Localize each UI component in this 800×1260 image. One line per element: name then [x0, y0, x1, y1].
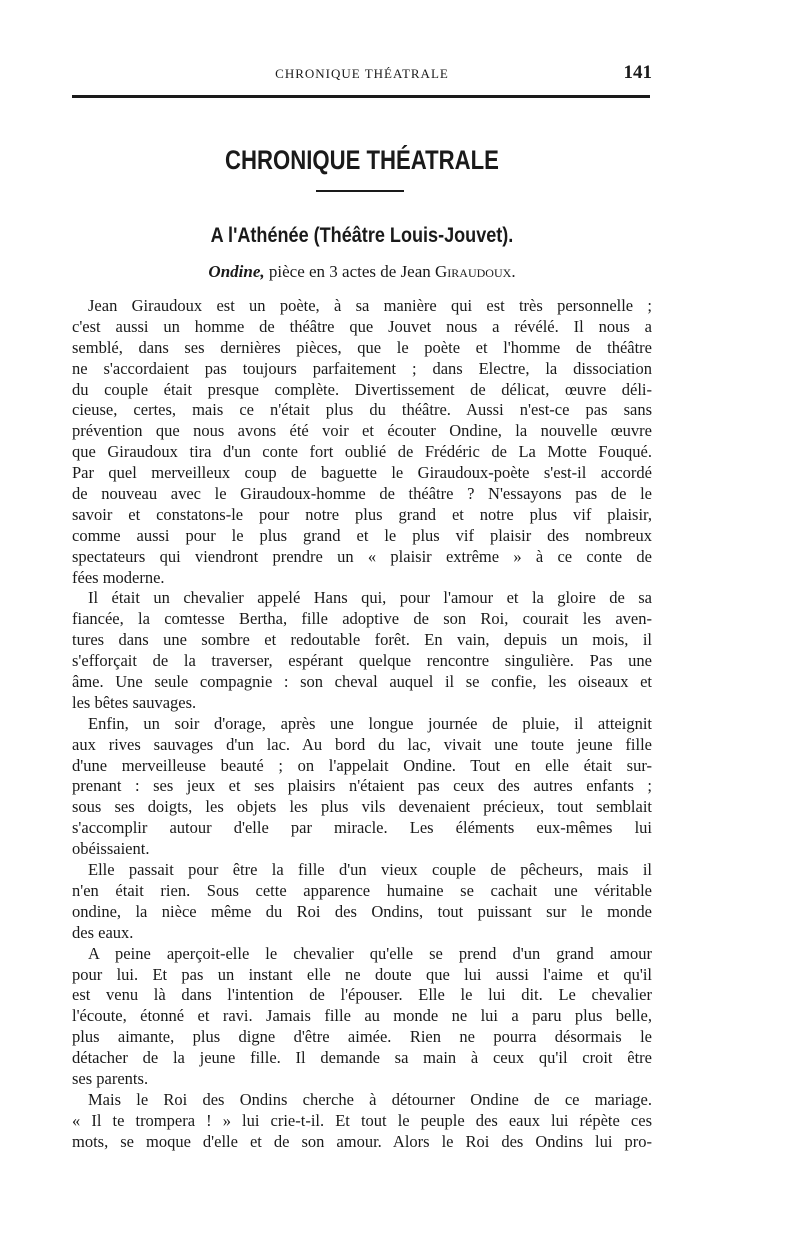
running-head: [72, 62, 652, 86]
text-line: aux rives sauvages d'un lac. Au bord du lac, vivait une toute jeune fille: [72, 734, 652, 754]
text-line: plus aimante, plus digne d'être aimée. Rien ne pourra désormais le: [72, 1027, 652, 1047]
text-line: c'est aussi un homme de théâtre que Jouvet nous a révélé. Il nous a: [72, 316, 652, 336]
text-line: tures dans une sombre et redoutable forêt. En vain, depuis un mois, il: [72, 630, 652, 650]
text-line: Enfin, un soir d'orage, après une longue journée de pluie, il atteignit: [88, 713, 652, 733]
play-author-end: .: [511, 262, 516, 281]
text-line: Par quel merveilleux coup de baguette le Giraudoux-poète s'est-il accordé: [72, 463, 652, 483]
text-line: âme. Une seule compagnie : son cheval auquel il se confie, les oiseaux et: [72, 672, 652, 692]
text-line: d'une merveilleuse beauté ; on l'appelait Ondine. Tout en elle était sur-: [72, 755, 652, 775]
text-line: prévention que nous avons été voir et écouter Ondine, la nouvelle œuvre: [72, 421, 652, 441]
text-line: sous ses doigts, les objets les plus vils devenaient précieux, tout semblait: [72, 797, 652, 817]
text-line: que Giraudoux tira d'un conte fort oublié de Frédéric de La Motte Fouqué.: [72, 442, 652, 462]
text-line: s'accomplir autour d'elle par miracle. Les éléments eux-mêmes lui: [72, 818, 652, 838]
text-line: Jean Giraudoux est un poète, à sa manière qui est très personnelle ;: [88, 296, 652, 315]
page-number: 141: [623, 62, 652, 83]
text-line: détacher de la jeune fille. Il demande sa main à ceux qu'il croit être: [72, 1048, 652, 1068]
text-line: pour lui. Et pas un instant elle ne doute que lui aussi l'aime et qu'il: [72, 964, 652, 984]
text-line: comme aussi pour le plus grand et le plus vif plaisir des nombreux: [72, 525, 652, 545]
text-line: « Il te trompera ! » lui crie-t-il. Et tout le peuple des eaux lui répète ces: [72, 1110, 652, 1130]
text-line: du couple était presque complète. Divertissement de délicat, œuvre déli-: [72, 379, 652, 399]
paragraph: [72, 588, 652, 713]
running-title: CHRONIQUE THÉATRALE: [275, 66, 449, 81]
text-line: A peine aperçoit-elle le chevalier qu'elle se prend d'un grand amour: [88, 943, 652, 963]
text-line: ondine, la nièce même du Roi des Ondins, tout puissant sur le monde: [72, 901, 652, 921]
title-divider: [316, 190, 404, 192]
text-line: les bêtes sauvages.: [72, 692, 197, 712]
play-credit: [72, 262, 652, 282]
play-author: Giraudoux: [435, 262, 512, 281]
text-line: est venu là dans l'intention de l'épouser. Elle le lui dit. Le chevalier: [72, 985, 652, 1005]
text-line: fiancée, la comtesse Bertha, fille adoptive de son Roi, courait les aven-: [72, 609, 652, 629]
article-body: [72, 296, 652, 1153]
text-line: fées moderne.: [72, 567, 165, 587]
text-line: l'écoute, étonné et ravi. Jamais fille au monde ne lui a paru plus belle,: [72, 1006, 652, 1026]
text-line: obéissaient.: [72, 839, 150, 859]
text-line: semblé, dans ses dernières pièces, que le poète et l'homme de théâtre: [72, 337, 652, 357]
text-line: Mais le Roi des Ondins cherche à détourner Ondine de ce mariage.: [88, 1089, 652, 1109]
text-line: des eaux.: [72, 922, 134, 942]
text-line: de nouveau avec le Giraudoux-homme de théâtre ? N'essayons pas de le: [72, 484, 652, 504]
text-line: ne s'accordaient pas toujours parfaitement ; dans Electre, la dissociation: [72, 358, 652, 378]
paragraph: [72, 944, 652, 1090]
text-line: spectateurs qui viendront prendre un « plaisir extrême » à ce conte de: [72, 546, 652, 566]
text-line: prenant : ses jeux et ses plaisirs n'étaient pas ceux des autres enfants ;: [72, 776, 652, 796]
text-line: Il était un chevalier appelé Hans qui, pour l'amour et la gloire de sa: [88, 588, 652, 608]
article-title: CHRONIQUE THÉATRALE: [225, 145, 499, 175]
text-line: n'en était rien. Sous cette apparence humaine se cachait une véritable: [72, 880, 652, 900]
play-description: pièce en 3 actes de Jean: [264, 262, 436, 281]
article-subtitle: A l'Athénée (Théâtre Louis-Jouvet).: [210, 224, 514, 247]
paragraph: [72, 1090, 652, 1153]
header-rule: [72, 95, 650, 98]
text-line: mots, se moque d'elle et de son amour. Alors le Roi des Ondins lui pro-: [72, 1131, 652, 1151]
play-title: Ondine,: [208, 262, 265, 281]
text-line: ses parents.: [72, 1068, 149, 1088]
text-line: s'efforçait de la traverser, espérant quelque rencontre singulière. Pas une: [72, 651, 652, 671]
text-line: savoir et constatons-le pour notre plus grand et notre plus vif plaisir,: [72, 504, 652, 524]
text-line: cieuse, certes, mais ce n'était plus du théâtre. Aussi n'est-ce pas sans: [72, 400, 652, 420]
paragraph: [72, 714, 652, 860]
paragraph: [72, 860, 652, 944]
text-line: Elle passait pour être la fille d'un vieux couple de pêcheurs, mais il: [88, 860, 652, 880]
paragraph: [72, 296, 652, 588]
